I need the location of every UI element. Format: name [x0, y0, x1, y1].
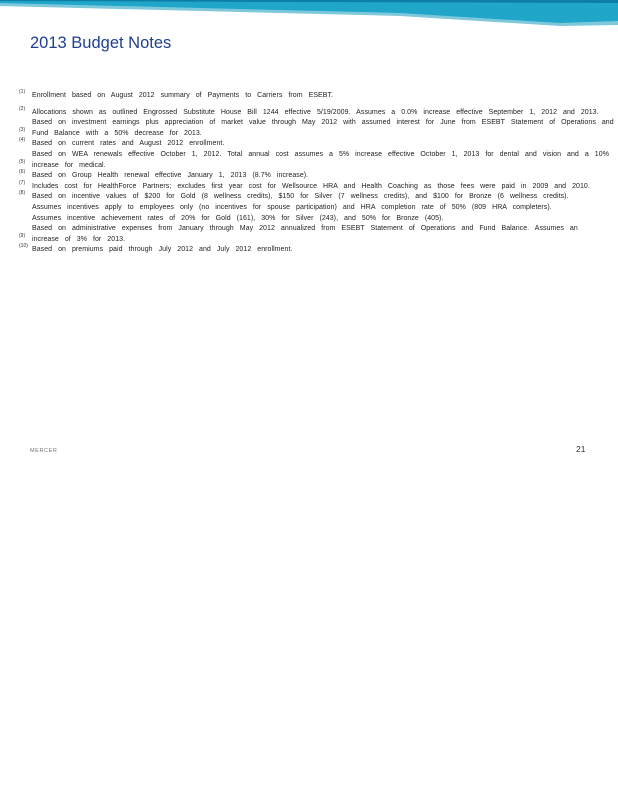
- footnote-text: Allocations shown as outlined Engrossed Substitute House Bill 1244 effective 5/19/2009. Assumes a 0.0% increase effective September 1, 2012 and 2013.: [32, 108, 599, 116]
- note-row: [19, 232, 617, 246]
- footnote-text: increase of 3% for 2013.: [32, 235, 126, 243]
- footnote-text: Enrollment based on August 2012 summary of Payments to Carriers from ESEBT.: [32, 92, 334, 99]
- note-row: [19, 224, 617, 235]
- note-row: [19, 139, 617, 150]
- footnote-marker: (6): [19, 169, 26, 176]
- notes-list: [19, 91, 617, 256]
- footnote-marker: (8): [19, 190, 26, 197]
- footnote-text: Based on Group Health renewal effective January 1, 2013 (8.7% increase).: [32, 172, 309, 180]
- page-title: 2013 Budget Notes: [30, 34, 172, 52]
- footnote-marker: (9): [19, 232, 26, 239]
- footnote-text: increase for medical.: [32, 161, 106, 169]
- note-row: [19, 150, 617, 161]
- note-row: [19, 91, 617, 102]
- footnote-marker: (3): [19, 126, 26, 133]
- footnote-text: Fund Balance with a 50% decrease for 2013.: [32, 129, 202, 137]
- footnote-marker: (2): [19, 105, 26, 112]
- footnote-text: Based on incentive values of $200 for Gold (8 wellness credits), $150 for Silver (7 wellness credits), and $100 for Bronze (6 wellness credits).: [32, 193, 569, 201]
- footnote-text: Includes cost for HealthForce Partners; excludes first year cost for Wellsource HRA and Health Coaching as those fees were paid in 2009 and 2010.: [32, 182, 590, 190]
- note-row: [19, 126, 617, 140]
- note-row: [19, 118, 617, 129]
- footnote-text: Assumes incentives apply to employees only (no incentives for spouse participation) and HRA completion rate of 50% (809 HRA completers).: [32, 203, 552, 211]
- note-row: [19, 105, 617, 119]
- footnote-text: Based on premiums paid through July 2012 and July 2012 enrollment.: [32, 246, 293, 254]
- mercer-logo: MERCER: [30, 448, 58, 454]
- footnote-marker: (10): [19, 243, 28, 250]
- footnote-marker: (7): [19, 179, 26, 186]
- footnote-marker: (1): [19, 89, 26, 95]
- note-row: [19, 245, 617, 256]
- note-row: [19, 179, 617, 193]
- footnote-marker: (5): [19, 158, 26, 165]
- note-row: [19, 214, 617, 225]
- footnote-text: Based on investment earnings plus appreciation of market value through May 2012 with assumed interest for June from ESEBT Statement of Operations and: [32, 119, 614, 127]
- footnote-marker: (4): [19, 137, 26, 144]
- note-row: [19, 158, 617, 172]
- note-row: [19, 192, 617, 203]
- footnote-text: Based on WEA renewals effective October 1, 2012. Total annual cost assumes a 5% increase effective October 1, 2013 for dental and vision and a 10%: [32, 150, 609, 158]
- header-banner: [0, 0, 618, 26]
- note-row: [19, 171, 617, 182]
- footnote-text: Assumes incentive achievement rates of 20% for Gold (161), 30% for Silver (243), and 50% for Bronze (405).: [32, 214, 444, 222]
- page-number: 21: [576, 444, 586, 454]
- note-row: [19, 203, 617, 214]
- footnote-text: Based on administrative expenses from January through May 2012 annualized from ESEBT Statement of Operations and Fund Balance. Assumes an: [32, 225, 578, 233]
- footnote-text: Based on current rates and August 2012 enrollment.: [32, 140, 225, 148]
